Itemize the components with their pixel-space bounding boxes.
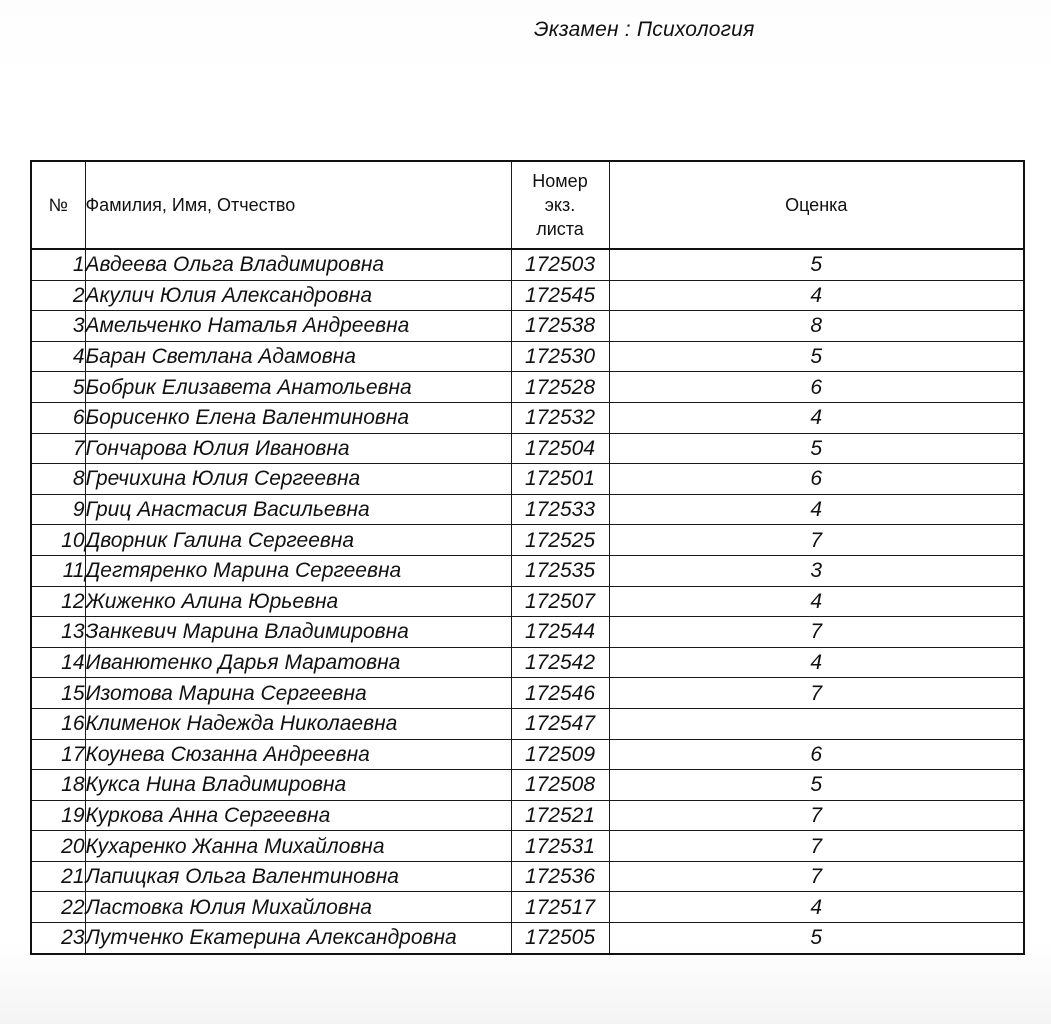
table-row [31, 280, 1024, 311]
exam-sheet-number: 172517 [511, 892, 609, 923]
exam-sheet-number: 172545 [511, 280, 609, 311]
grade-value: 4 [609, 494, 1024, 525]
table-row [31, 678, 1024, 709]
exam-sheet-number: 172532 [511, 402, 609, 433]
row-number: 21 [31, 861, 85, 892]
row-number: 16 [31, 708, 85, 739]
row-number: 13 [31, 617, 85, 648]
student-name: Борисенко Елена Валентиновна [85, 402, 511, 433]
table-row [31, 617, 1024, 648]
student-name: Амельченко Наталья Андреевна [85, 311, 511, 342]
exam-sheet-number: 172507 [511, 586, 609, 617]
student-name: Коунева Сюзанна Андреевна [85, 739, 511, 770]
grade-value: 5 [609, 770, 1024, 801]
student-name: Гречихина Юлия Сергеевна [85, 464, 511, 495]
row-number: 2 [31, 280, 85, 311]
table-row [31, 372, 1024, 403]
grade-value: 6 [609, 372, 1024, 403]
student-name: Ластовка Юлия Михайловна [85, 892, 511, 923]
exam-sheet-number: 172536 [511, 861, 609, 892]
student-name: Куркова Анна Сергеевна [85, 800, 511, 831]
student-name: Дегтяренко Марина Сергеевна [85, 555, 511, 586]
row-number: 19 [31, 800, 85, 831]
row-number: 18 [31, 770, 85, 801]
document-title: Экзамен : Психология [534, 18, 755, 41]
header-sheet-line-1: Номер [532, 171, 588, 191]
table-row [31, 892, 1024, 923]
row-number: 14 [31, 647, 85, 678]
row-number: 3 [31, 311, 85, 342]
grade-value: 7 [609, 617, 1024, 648]
grade-value: 6 [609, 739, 1024, 770]
row-number: 5 [31, 372, 85, 403]
table-row [31, 770, 1024, 801]
exam-sheet-number: 172521 [511, 800, 609, 831]
table-row [31, 341, 1024, 372]
row-number: 20 [31, 831, 85, 862]
exam-sheet-number: 172508 [511, 770, 609, 801]
grade-value [609, 708, 1024, 739]
exam-sheet-number: 172504 [511, 433, 609, 464]
exam-sheet-number: 172505 [511, 923, 609, 954]
exam-sheet-number: 172501 [511, 464, 609, 495]
exam-sheet-number: 172503 [511, 249, 609, 280]
row-number: 4 [31, 341, 85, 372]
row-number: 10 [31, 525, 85, 556]
table-row [31, 861, 1024, 892]
row-number: 7 [31, 433, 85, 464]
table-row [31, 708, 1024, 739]
student-name: Кукса Нина Владимировна [85, 770, 511, 801]
row-number: 8 [31, 464, 85, 495]
exam-sheet-number: 172531 [511, 831, 609, 862]
exam-sheet-number: 172546 [511, 678, 609, 709]
row-number: 1 [31, 249, 85, 280]
student-name: Баран Светлана Адамовна [85, 341, 511, 372]
row-number: 9 [31, 494, 85, 525]
grade-value: 7 [609, 678, 1024, 709]
grade-value: 7 [609, 800, 1024, 831]
header-sheet-number [511, 161, 609, 249]
exam-sheet-number: 172542 [511, 647, 609, 678]
grade-value: 8 [609, 311, 1024, 342]
grade-value: 5 [609, 923, 1024, 954]
table-row [31, 249, 1024, 280]
grade-value: 5 [609, 341, 1024, 372]
grade-value: 6 [609, 464, 1024, 495]
table-row [31, 525, 1024, 556]
table-row [31, 311, 1024, 342]
table-row [31, 433, 1024, 464]
table-row [31, 555, 1024, 586]
grade-value: 7 [609, 831, 1024, 862]
student-name: Акулич Юлия Александровна [85, 280, 511, 311]
exam-sheet-number: 172547 [511, 708, 609, 739]
student-name: Гриц Анастасия Васильевна [85, 494, 511, 525]
grade-value: 7 [609, 525, 1024, 556]
row-number: 22 [31, 892, 85, 923]
student-name: Лутченко Екатерина Александровна [85, 923, 511, 954]
student-name: Изотова Марина Сергеевна [85, 678, 511, 709]
grade-value: 4 [609, 402, 1024, 433]
student-name: Гончарова Юлия Ивановна [85, 433, 511, 464]
table-body [31, 249, 1024, 954]
exam-sheet-number: 172530 [511, 341, 609, 372]
grade-value: 5 [609, 433, 1024, 464]
table-row [31, 586, 1024, 617]
student-name: Жиженко Алина Юрьевна [85, 586, 511, 617]
table-header-row [31, 161, 1024, 249]
exam-sheet-number: 172538 [511, 311, 609, 342]
table-row [31, 800, 1024, 831]
row-number: 17 [31, 739, 85, 770]
table-row [31, 494, 1024, 525]
header-sheet-line-2: экз. [544, 195, 576, 215]
table-row [31, 831, 1024, 862]
row-number: 15 [31, 678, 85, 709]
student-name: Авдеева Ольга Владимировна [85, 249, 511, 280]
grade-value: 4 [609, 586, 1024, 617]
row-number: 6 [31, 402, 85, 433]
grade-value: 5 [609, 249, 1024, 280]
row-number: 23 [31, 923, 85, 954]
student-name: Клименок Надежда Николаевна [85, 708, 511, 739]
exam-sheet-number: 172528 [511, 372, 609, 403]
header-sheet-line-3: листа [536, 219, 584, 239]
exam-sheet-number: 172533 [511, 494, 609, 525]
exam-sheet-number: 172535 [511, 555, 609, 586]
grade-value: 4 [609, 280, 1024, 311]
header-number: № [31, 161, 85, 249]
table-row [31, 464, 1024, 495]
grade-value: 4 [609, 892, 1024, 923]
exam-sheet-number: 172525 [511, 525, 609, 556]
table-row [31, 647, 1024, 678]
grade-value: 4 [609, 647, 1024, 678]
grade-value: 3 [609, 555, 1024, 586]
grades-table [30, 160, 1025, 955]
student-name: Иванютенко Дарья Маратовна [85, 647, 511, 678]
row-number: 12 [31, 586, 85, 617]
exam-sheet-number: 172544 [511, 617, 609, 648]
header-full-name: Фамилия, Имя, Отчество [85, 161, 511, 249]
exam-sheet-number: 172509 [511, 739, 609, 770]
row-number: 11 [31, 555, 85, 586]
student-name: Дворник Галина Сергеевна [85, 525, 511, 556]
student-name: Занкевич Марина Владимировна [85, 617, 511, 648]
table-row [31, 739, 1024, 770]
table-row [31, 923, 1024, 954]
student-name: Бобрик Елизавета Анатольевна [85, 372, 511, 403]
header-grade: Оценка [609, 161, 1024, 249]
student-name: Кухаренко Жанна Михайловна [85, 831, 511, 862]
student-name: Лапицкая Ольга Валентиновна [85, 861, 511, 892]
table-row [31, 402, 1024, 433]
grade-value: 7 [609, 861, 1024, 892]
